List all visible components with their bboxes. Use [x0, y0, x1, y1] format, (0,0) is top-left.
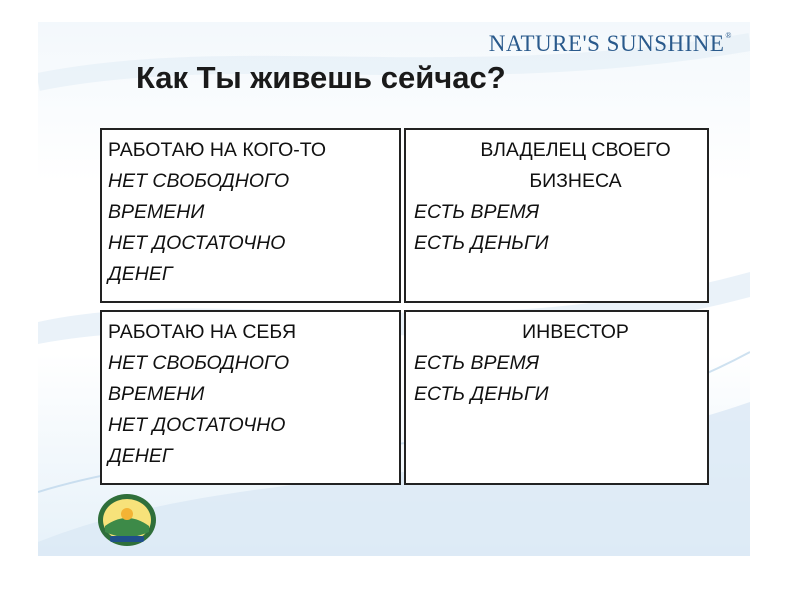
quadrant-heading: РАБОТАЮ НА СЕБЯ — [108, 321, 297, 343]
quadrant-line: ЕСТЬ ВРЕМЯ — [414, 352, 540, 374]
quadrant-line: ВРЕМЕНИ — [108, 383, 205, 405]
quadrant-investor — [404, 310, 709, 485]
brand-logo — [489, 31, 732, 57]
quadrant-line: ЕСТЬ ДЕНЬГИ — [414, 383, 549, 405]
quadrant-heading: ИНВЕСТОР — [522, 321, 629, 343]
quadrant-heading: ВЛАДЕЛЕЦ СВОЕГО — [480, 139, 671, 161]
slide — [38, 22, 750, 556]
quadrant-line: ЕСТЬ ДЕНЬГИ — [414, 232, 549, 254]
brand-trademark: ® — [725, 31, 732, 40]
quadrant-line: ЕСТЬ ВРЕМЯ — [414, 201, 540, 223]
quadrant-heading: РАБОТАЮ НА КОГО-ТО — [108, 139, 326, 161]
nature-sunshine-seal-icon — [96, 492, 158, 548]
quadrant-line: НЕТ ДОСТАТОЧНО — [108, 232, 286, 254]
quadrant-line: НЕТ ДОСТАТОЧНО — [108, 414, 286, 436]
quadrant-line: НЕТ СВОБОДНОГО — [108, 170, 290, 192]
brand-name: NATURE'S SUNSHINE — [488, 31, 725, 56]
quadrant-business-owner — [404, 128, 709, 303]
quadrant-self-employed — [100, 310, 401, 485]
slide-title: Как Ты живешь сейчас? — [136, 60, 506, 95]
quadrant-line: ВРЕМЕНИ — [108, 201, 205, 223]
quadrant-heading: БИЗНЕСА — [529, 170, 622, 192]
quadrant-work-for-someone — [100, 128, 401, 303]
quadrant-line: ДЕНЕГ — [108, 445, 173, 467]
quadrant-line: ДЕНЕГ — [108, 263, 173, 285]
quadrant-line: НЕТ СВОБОДНОГО — [108, 352, 290, 374]
